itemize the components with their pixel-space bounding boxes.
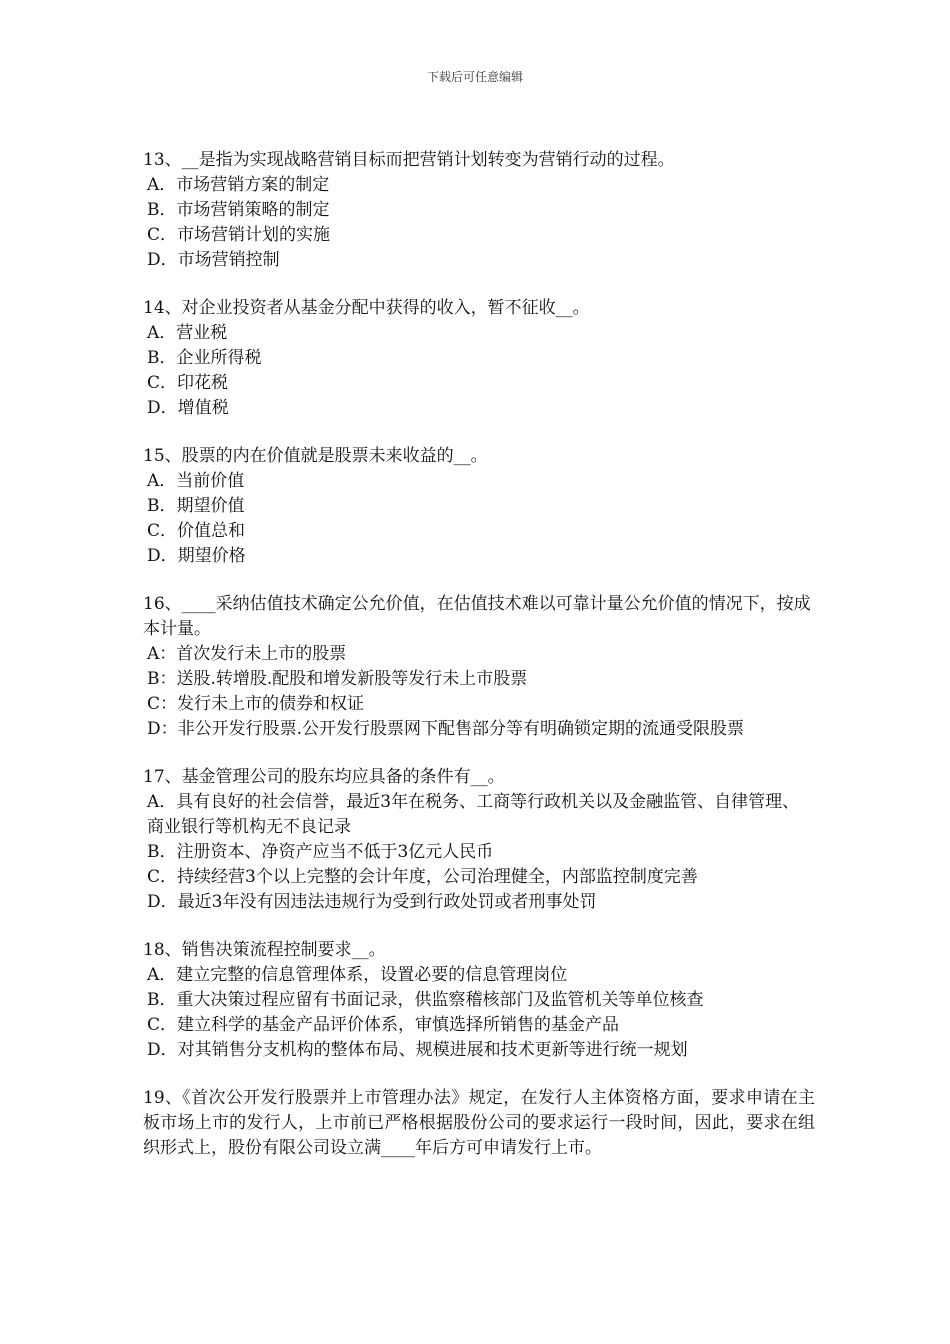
question-13: [143, 148, 815, 273]
question-stem: 19、《首次公开发行股票并上市管理办法》规定，在发行人主体资格方面，要求申请在主板市场上市的发行人，上市前已严格根据股份公司的要求运行一段时间，因此，要求在组织形式上，股份有限公司设立满____年后方可申请发行上市。: [143, 1088, 815, 1158]
option-d: D．市场营销控制: [147, 250, 280, 270]
option-b: B．重大决策过程应留有书面记录，供监察稽核部门及监管机关等单位核查: [147, 990, 704, 1010]
question-16: [143, 592, 815, 742]
page-header: 下载后可任意编辑: [426, 70, 523, 84]
question-stem: 13、__是指为实现战略营销目标而把营销计划转变为营销行动的过程。: [143, 150, 675, 170]
question-19: [143, 1086, 815, 1161]
option-b: B．市场营销策略的制定: [147, 200, 330, 220]
question-17: [143, 765, 815, 915]
option-c: C：发行未上市的债券和权证: [147, 694, 365, 714]
option-c: C．价值总和: [147, 521, 246, 541]
option-a: A：首次发行未上市的股票: [147, 644, 347, 664]
option-a: A．具有良好的社会信誉，最近3年在税务、工商等行政机关以及金融监管、自律管理、商业银行等机构无不良记录: [147, 792, 800, 837]
option-b: B．企业所得税: [147, 348, 262, 368]
question-stem: 16、____采纳估值技术确定公允价值，在估值技术难以可靠计量公允价值的情况下，按成本计量。: [143, 594, 811, 639]
option-d: D：非公开发行股票.公开发行股票网下配售部分等有明确锁定期的流通受限股票: [147, 719, 745, 739]
option-c: C．持续经营3个以上完整的会计年度，公司治理健全，内部监控制度完善: [147, 867, 698, 887]
question-stem: 17、基金管理公司的股东均应具备的条件有__。: [143, 767, 505, 787]
option-c: C．建立科学的基金产品评价体系，审慎选择所销售的基金产品: [147, 1015, 620, 1035]
question-stem: 15、股票的内在价值就是股票未来收益的__。: [143, 446, 488, 466]
option-c: C．印花税: [147, 373, 229, 393]
option-a: A．当前价值: [147, 471, 245, 491]
option-a: A．营业税: [147, 323, 228, 343]
question-stem: 14、对企业投资者从基金分配中获得的收入，暂不征收__。: [143, 298, 590, 318]
option-b: B：送股.转增股.配股和增发新股等发行未上市股票: [147, 669, 528, 689]
option-d: D．对其销售分支机构的整体布局、规模进展和技术更新等进行统一规划: [147, 1040, 688, 1060]
option-d: D．增值税: [147, 398, 229, 418]
option-d: D．期望价格: [147, 546, 246, 566]
question-stem: 18、销售决策流程控制要求__。: [143, 940, 386, 960]
option-a: A．市场营销方案的制定: [147, 175, 330, 195]
option-d: D．最近3年没有因违法违规行为受到行政处罚或者刑事处罚: [147, 892, 597, 912]
question-18: [143, 938, 815, 1063]
question-list: [143, 148, 815, 1184]
option-b: B．期望价值: [147, 496, 245, 516]
option-b: B．注册资本、净资产应当不低于3亿元人民币: [147, 842, 494, 862]
option-a: A．建立完整的信息管理体系，设置必要的信息管理岗位: [147, 965, 568, 985]
question-14: [143, 296, 815, 421]
question-15: [143, 444, 815, 569]
option-c: C．市场营销计划的实施: [147, 225, 331, 245]
